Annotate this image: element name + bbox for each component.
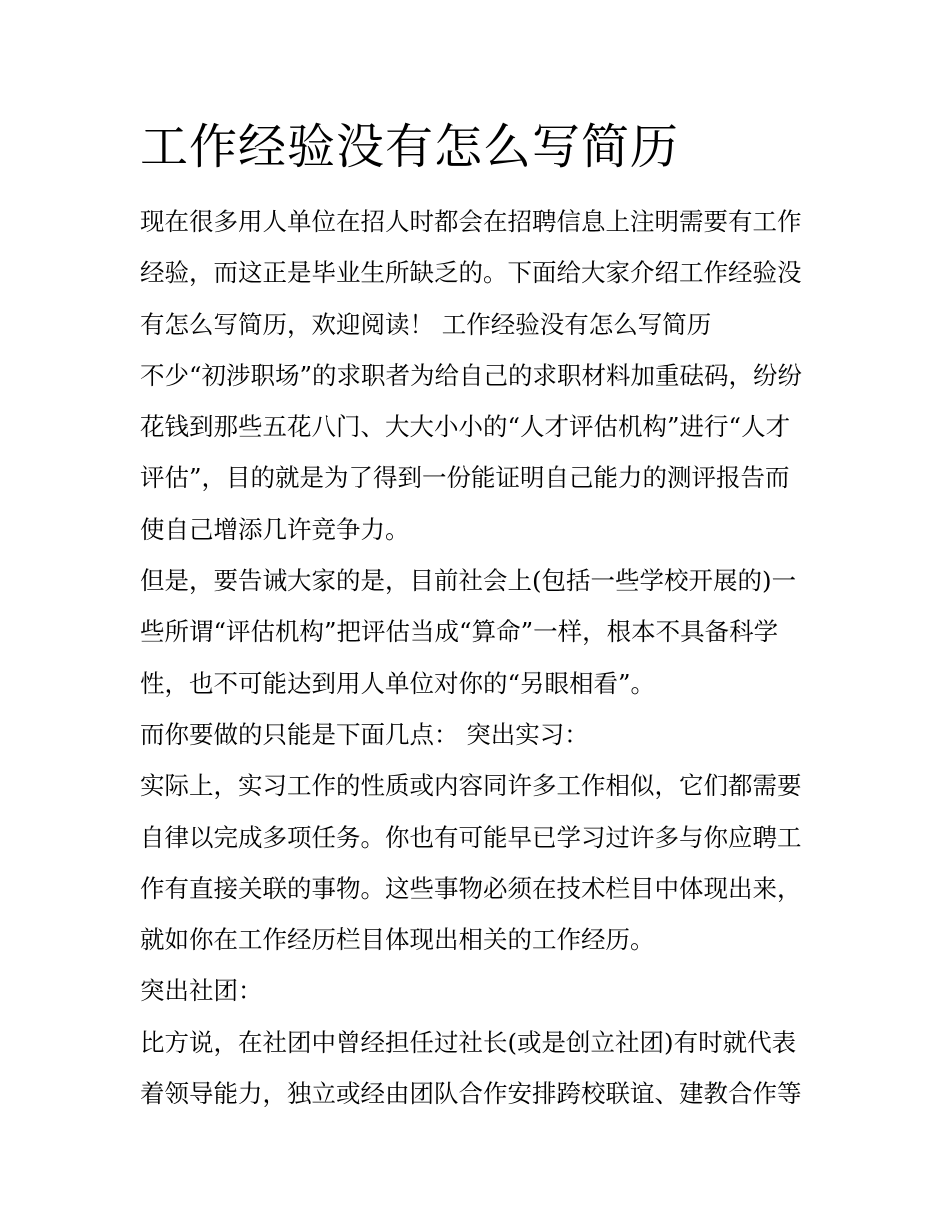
text-line: 使自己增添几许竞争力。 [140,514,410,544]
text-line: 突出社团： [140,976,263,1006]
text-line: 经验，而这正是毕业生所缺乏的。下面给大家介绍工作经验没 [140,258,802,288]
text-line: 而你要做的只能是下面几点： 突出实习： [140,719,589,749]
text-line: 有怎么写简历，欢迎阅读！ 工作经验没有怎么写简历 [140,309,712,339]
text-line: 些所谓“评估机构”把评估当成“算命”一样，根本不具备科学 [140,617,779,647]
text-line: 作有直接关联的事物。这些事物必须在技术栏目中体现出来， [140,873,802,903]
text-line: 性，也不可能达到用人单位对你的“另眼相看”。 [140,668,656,698]
text-line: 实际上，实习工作的性质或内容同许多工作相似，它们都需要 [140,771,802,801]
body-text [140,196,820,1119]
page-title: 工作经验没有怎么写简历 [140,119,680,175]
text-line: 花钱到那些五花八门、大大小小的“人才评估机构”进行“人才 [140,412,791,442]
text-line: 不少“初涉职场”的求职者为给自己的求职材料加重砝码，纷纷 [140,360,803,390]
text-line: 比方说，在社团中曾经担任过社长(或是创立社团)有时就代表 [140,1027,797,1057]
text-line: 着领导能力，独立或经由团队合作安排跨校联谊、建教合作等 [140,1079,802,1109]
text-line: 现在很多用人单位在招人时都会在招聘信息上注明需要有工作 [140,207,802,236]
text-line: 但是，要告诫大家的是，目前社会上(包括一些学校开展的)一 [140,566,797,596]
text-line: 自律以完成多项任务。你也有可能早已学习过许多与你应聘工 [140,822,802,852]
text-line: 就如你在工作经历栏目体现出相关的工作经历。 [140,925,655,955]
text-line: 评估”，目的就是为了得到一份能证明自己能力的测评报告而 [140,463,790,493]
